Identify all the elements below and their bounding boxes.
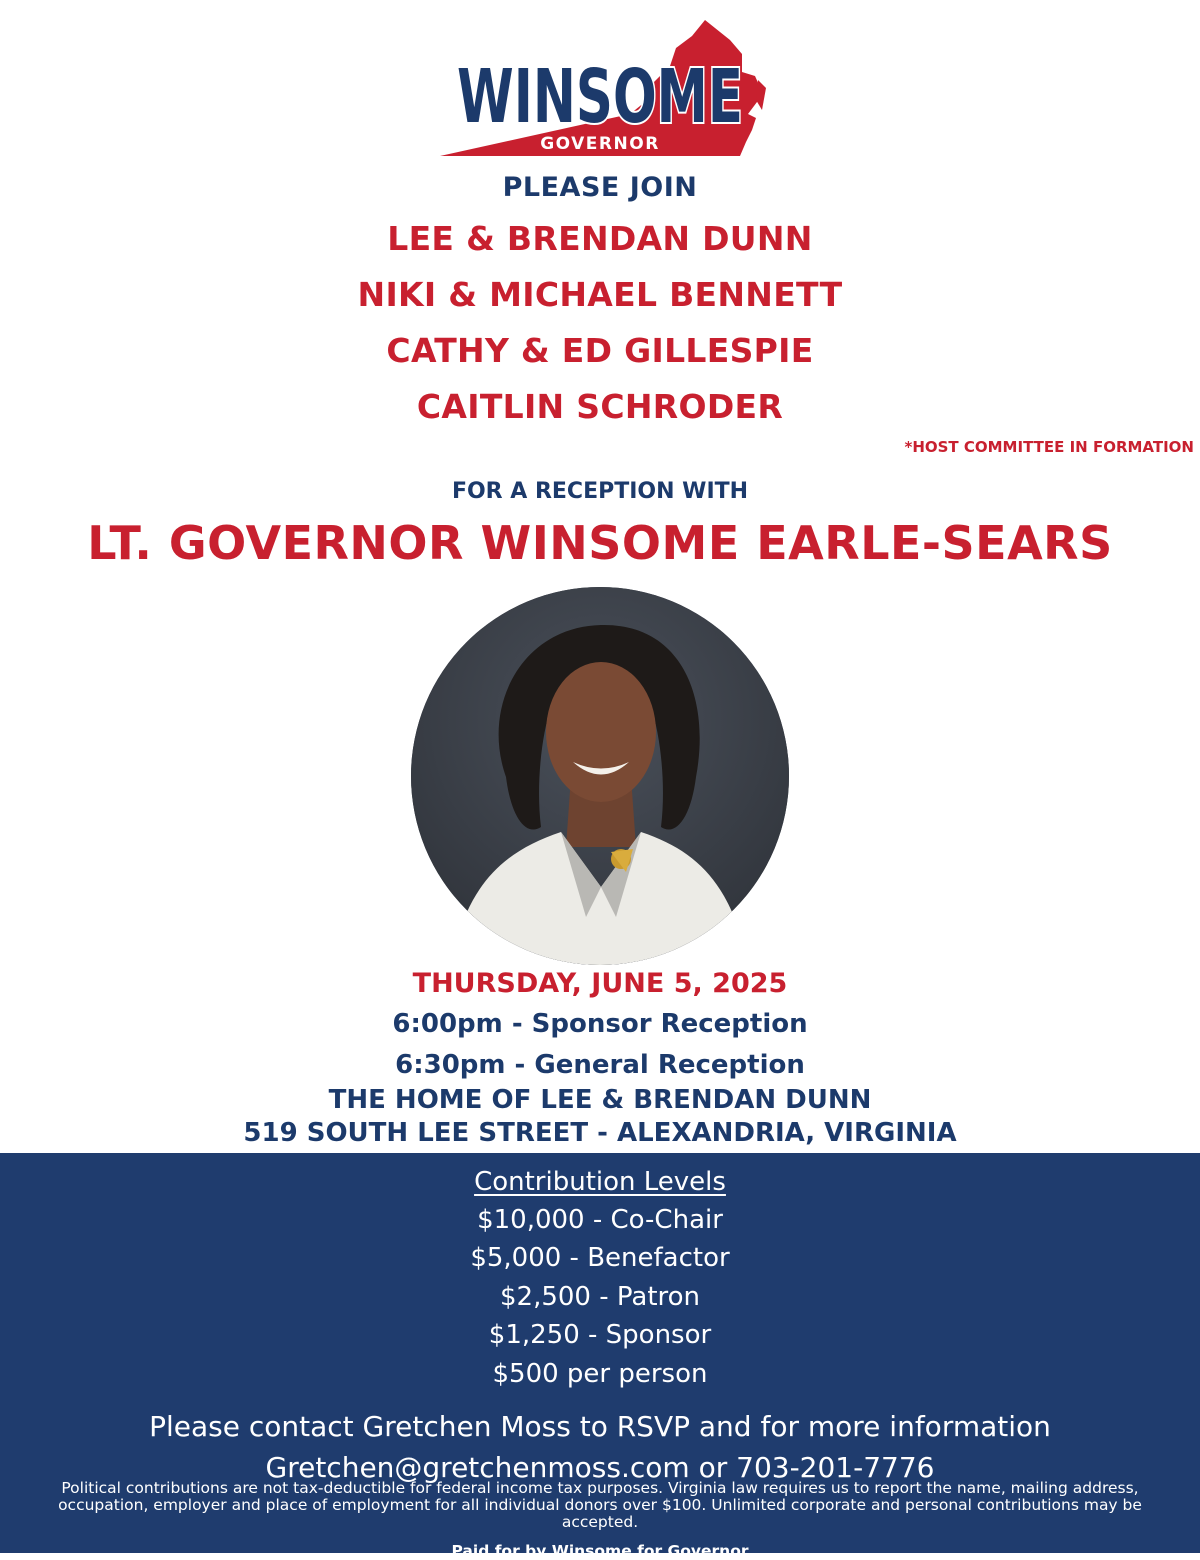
contribution-band	[0, 1153, 1200, 1560]
rsvp-contact-details: Gretchen@gretchenmoss.com or 703-201-7776	[265, 1451, 935, 1484]
honoree-portrait-photo	[411, 587, 789, 965]
contribution-level: $2,500 - Patron	[499, 1282, 701, 1312]
host-name: NIKI & MICHAEL BENNETT	[357, 275, 843, 314]
logo-subtitle: GOVERNOR	[540, 134, 660, 154]
please-join-heading: PLEASE JOIN	[502, 172, 698, 203]
contribution-level: $500 per person	[492, 1359, 708, 1389]
contribution-level: $10,000 - Co-Chair	[477, 1205, 723, 1235]
event-venue: THE HOME OF LEE & BRENDAN DUNN	[328, 1085, 872, 1115]
event-time: 6:00pm - Sponsor Reception	[392, 1009, 808, 1039]
logo-wordmark: WINSOME	[457, 54, 743, 140]
rsvp-contact-text: Please contact Gretchen Moss to RSVP and for more information	[149, 1410, 1051, 1443]
host-name: CAITLIN SCHRODER	[416, 387, 784, 426]
contribution-level: $1,250 - Sponsor	[488, 1320, 712, 1350]
paid-for-notice: Paid for by Winsome for Governor	[451, 1542, 749, 1560]
legal-disclaimer: Political contributions are not tax-deductible for federal income tax purposes. Virginia law requires us to report the name, mailing address, occupation, employer and place of employment for all individual donors over $100. Unlimited corporate and personal contributions may be accepted.	[58, 1479, 1142, 1531]
host-committee-note: *HOST COMMITTEE IN FORMATION	[904, 438, 1194, 456]
contribution-level: $5,000 - Benefactor	[470, 1243, 730, 1273]
event-address: 519 SOUTH LEE STREET - ALEXANDRIA, VIRGINIA	[243, 1118, 957, 1148]
honoree-name: LT. GOVERNOR WINSOME EARLE-SEARS	[87, 516, 1113, 570]
contribution-levels-heading: Contribution Levels	[474, 1167, 726, 1197]
winsome-governor-logo	[430, 14, 770, 172]
host-name: CATHY & ED GILLESPIE	[386, 331, 814, 370]
reception-with-heading: FOR A RECEPTION WITH	[451, 479, 749, 504]
event-date: THURSDAY, JUNE 5, 2025	[412, 968, 788, 999]
host-name: LEE & BRENDAN DUNN	[387, 219, 813, 258]
event-time: 6:30pm - General Reception	[395, 1050, 805, 1080]
